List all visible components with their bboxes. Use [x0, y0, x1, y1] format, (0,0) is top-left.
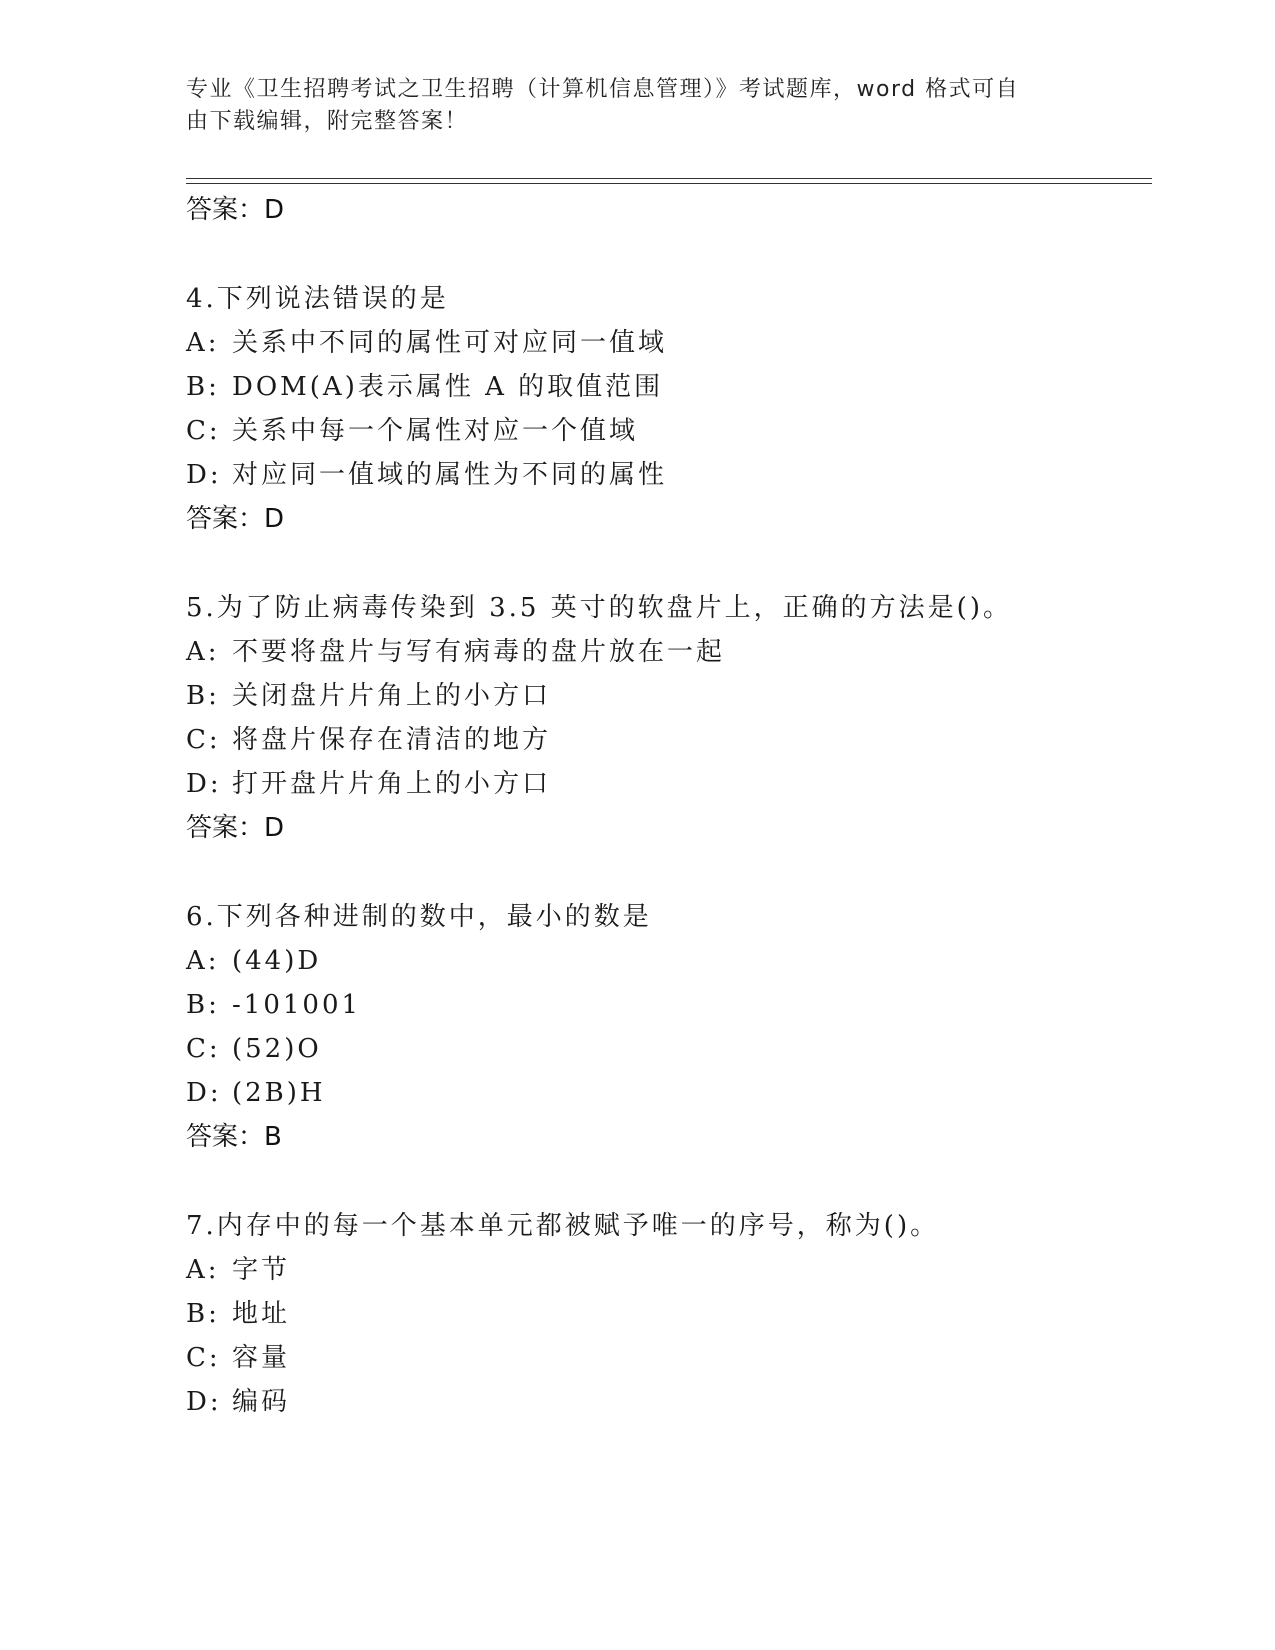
answer-prev: 答案：D	[186, 195, 285, 225]
option-text: 字节	[232, 1255, 291, 1285]
question-6-option-c	[186, 1032, 322, 1066]
question-4-option-a	[186, 326, 667, 360]
option-text: -101001	[232, 990, 362, 1020]
question-5-option-b	[186, 679, 551, 713]
question-6-stem: 6.下列各种进制的数中，最小的数是	[186, 902, 652, 932]
question-6-option-d	[186, 1076, 326, 1110]
option-text: 编码	[232, 1387, 291, 1417]
question-6-option-b	[186, 988, 361, 1022]
option-label: C:	[186, 1343, 221, 1373]
option-text: (44)D	[232, 946, 322, 976]
question-5-answer: 答案：D	[186, 813, 285, 843]
option-label: A:	[186, 1255, 220, 1285]
question-4-stem: 4.下列说法错误的是	[186, 284, 449, 314]
header-line-1: 专业《卫生招聘考试之卫生招聘（计算机信息管理）》考试题库，word 格式可自	[186, 77, 1020, 102]
option-text: 对应同一值域的属性为不同的属性	[232, 460, 668, 490]
question-7-option-b	[186, 1297, 290, 1331]
option-label: B:	[186, 372, 220, 402]
option-label: C:	[186, 725, 221, 755]
header-divider-bottom	[186, 183, 1152, 184]
option-label: D:	[186, 460, 222, 490]
question-7-option-a	[186, 1253, 290, 1287]
option-text: 容量	[232, 1343, 291, 1373]
option-text: (52)O	[232, 1034, 322, 1064]
option-label: D:	[186, 1387, 222, 1417]
option-text: 不要将盘片与写有病毒的盘片放在一起	[232, 637, 726, 667]
question-4-option-b	[186, 370, 663, 404]
option-label: A:	[186, 328, 220, 358]
question-5-option-c	[186, 723, 551, 757]
option-label: B:	[186, 990, 220, 1020]
question-7-option-d	[186, 1385, 290, 1419]
question-5-option-a	[186, 635, 725, 669]
option-text: 关系中不同的属性可对应同一值域	[232, 328, 668, 358]
question-4-option-c	[186, 414, 638, 448]
question-6-option-a	[186, 944, 321, 978]
question-7-stem: 7.内存中的每一个基本单元都被赋予唯一的序号，称为()。	[186, 1211, 940, 1241]
option-text: 将盘片保存在清洁的地方	[232, 725, 552, 755]
question-4-option-d	[186, 458, 667, 492]
option-label: D:	[186, 769, 222, 799]
option-label: C:	[186, 416, 221, 446]
question-5-option-d	[186, 767, 551, 801]
question-6-answer: 答案：B	[186, 1122, 282, 1152]
option-label: A:	[186, 637, 220, 667]
question-4-answer: 答案：D	[186, 504, 285, 534]
option-label: B:	[186, 1299, 220, 1329]
option-label: D:	[186, 1078, 222, 1108]
option-text: 地址	[232, 1299, 291, 1329]
option-text: (2B)H	[232, 1078, 326, 1108]
option-label: B:	[186, 681, 220, 711]
header-line-2: 由下载编辑，附完整答案！	[186, 109, 469, 134]
option-text: 关系中每一个属性对应一个值域	[232, 416, 639, 446]
document-header	[186, 74, 1066, 138]
option-text: 打开盘片片角上的小方口	[232, 769, 552, 799]
option-label: A:	[186, 946, 220, 976]
header-divider-top	[186, 178, 1152, 179]
question-5-stem: 5.为了防止病毒传染到 3.5 英寸的软盘片上，正确的方法是()。	[186, 593, 1012, 623]
option-label: C:	[186, 1034, 221, 1064]
option-text: 关闭盘片片角上的小方口	[232, 681, 552, 711]
option-text: DOM(A)表示属性 A 的取值范围	[232, 372, 664, 402]
question-7-option-c	[186, 1341, 290, 1375]
